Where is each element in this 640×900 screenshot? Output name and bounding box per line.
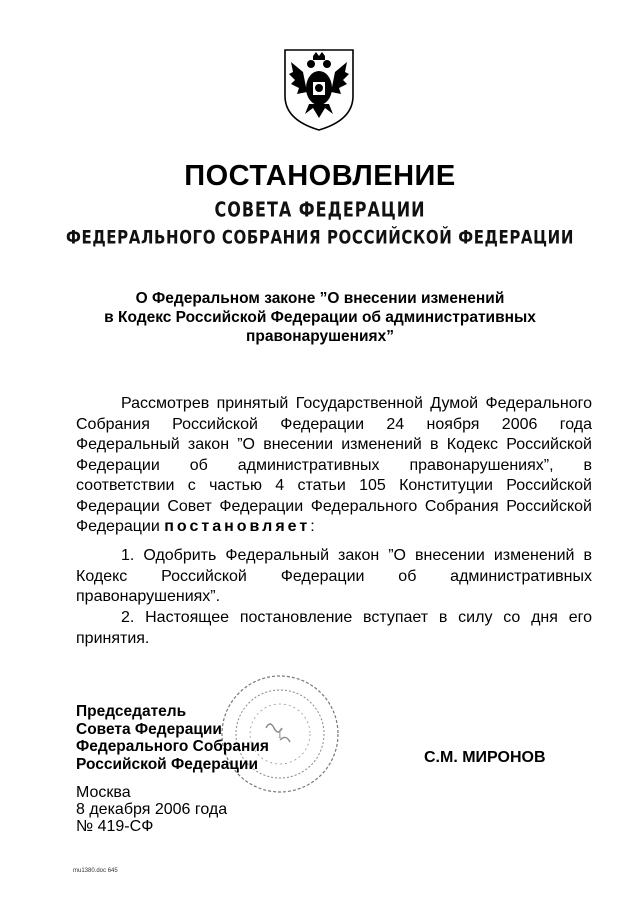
signer-position-line: Российской Федерации <box>76 755 258 773</box>
subject-heading-line: в Кодекс Российской Федерации об административных <box>104 309 536 326</box>
subject-heading-line: О Федеральном законе ”О внесении изменений <box>135 290 505 307</box>
issuer-line-1: СОВЕТА ФЕДЕРАЦИИ <box>214 197 426 222</box>
city: Москва <box>76 784 131 801</box>
signer-position-line: Совета Федерации <box>76 720 222 738</box>
file-code: mu1380.doc 645 <box>73 868 118 874</box>
document-number: № 419-СФ <box>76 818 154 835</box>
place-date-block <box>76 784 227 835</box>
signer-position <box>76 703 269 773</box>
resolution-item-1: 1. Одобрить Федеральный закон ”О внесении изменений в Кодекс Российской Федерации об административных правонарушениях”. <box>76 547 592 605</box>
coat-of-arms-icon <box>279 46 359 132</box>
subject-heading-line: правонарушениях” <box>246 328 394 345</box>
preamble-text: Рассмотрев принятый Государственной Думой Федерального Собрания Российской Федерации 24 ноября 2006 года Федеральный закон ”О внесении изменений в Кодекс Российской Федерации об административных правонарушениях”, в соответствии с частью 4 статьи 105 Конституции Российской Федерации Совет Федерации Федерального Собрания Российской Федерации <box>76 395 592 535</box>
preamble-colon: : <box>310 518 315 535</box>
signer-name: С.М. МИРОНОВ <box>424 749 546 766</box>
preamble-paragraph <box>76 394 592 538</box>
resolution-item-2: 2. Настоящее постановление вступает в силу со дня его принятия. <box>76 609 592 647</box>
svg-text:ſ: ſ <box>278 727 282 742</box>
issuer-line-2: ФЕДЕРАЛЬНОГО СОБРАНИЯ РОССИЙСКОЙ ФЕДЕРАЦИИ <box>66 225 574 249</box>
subject-heading <box>80 289 560 346</box>
signer-position-line: Федерального Собрания <box>76 738 269 755</box>
date: 8 декабря 2006 года <box>76 801 228 818</box>
signer-position-line: Председатель <box>76 703 187 720</box>
resolves-word: постановляет <box>164 518 311 535</box>
document-title: ПОСТАНОВЛЕНИЕ <box>184 160 456 192</box>
